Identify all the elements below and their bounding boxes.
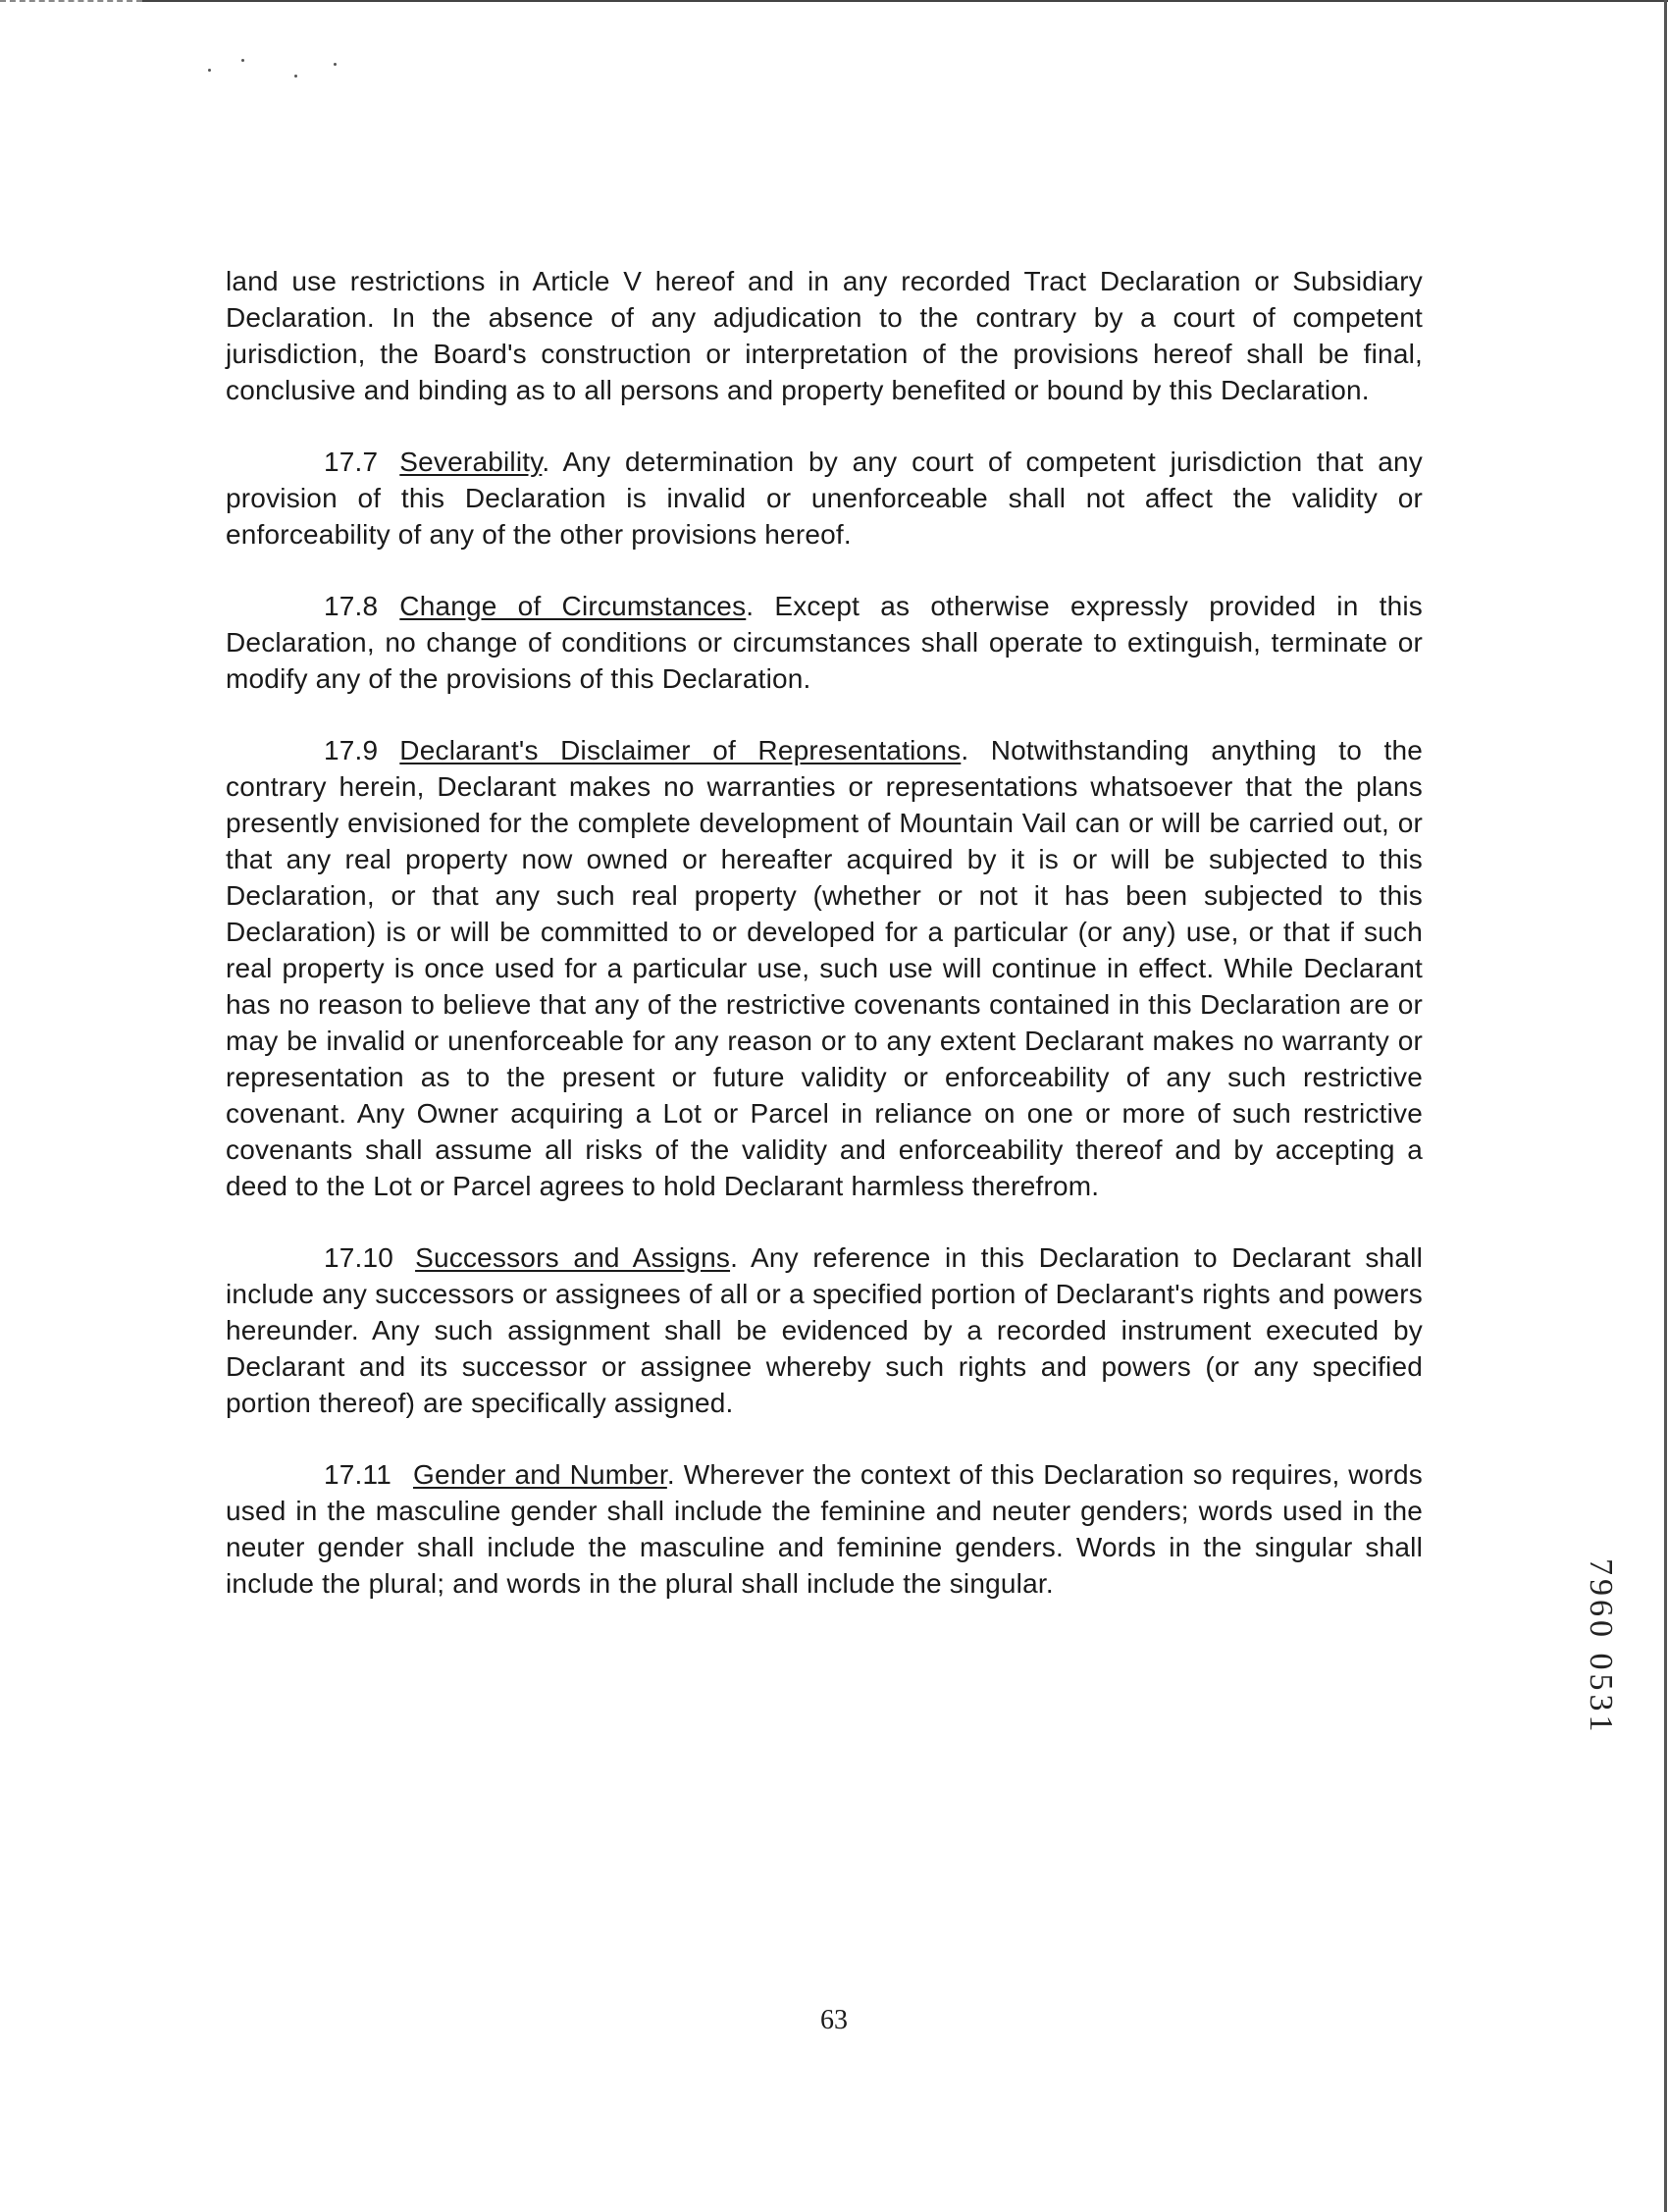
page-number: 63 bbox=[820, 2005, 848, 2035]
section-number: 17.11 bbox=[324, 1459, 391, 1490]
section-body: Any reference in this Declaration to Declarant shall include any successors or assignees of all or a specified portion of Declarant's rights and powers hereunder. Any such assignment shall be evidenced by a recorded instrument executed by Declarant and its successor or assignee whereby such rights and powers (or any specified portion thereof) are specifically assigned. bbox=[226, 1242, 1424, 1418]
section-body: Wherever the context of this Declaration so requires, words used in the masculine gender shall include the feminine and neuter genders; words used in the neuter gender shall include the masculine and feminine genders. Words in the singular shall include the plural; and words in the plural shall include the singular. bbox=[226, 1459, 1423, 1599]
section-17-10 bbox=[226, 1239, 1423, 1421]
section-title-period: . bbox=[746, 591, 775, 621]
section-title: Severability bbox=[399, 447, 543, 477]
section-body: Any determination by any court of competent jurisdiction that any provision of this Declaration is invalid or unenforceable shall not affect the validity or enforceability of any of the other provisions hereof. bbox=[226, 447, 1423, 550]
scan-speck bbox=[208, 69, 211, 72]
section-number: 17.9 bbox=[324, 735, 379, 765]
section-title: Successors and Assigns bbox=[415, 1242, 731, 1273]
scan-top-edge bbox=[142, 0, 1668, 2]
section-17-9 bbox=[226, 732, 1423, 1204]
section-17-11 bbox=[226, 1456, 1423, 1602]
scan-top-edge-dashed bbox=[0, 0, 142, 2]
recording-stamp-text: 7960 0531 bbox=[1583, 1558, 1619, 1736]
section-body: Except as otherwise expressly provided in this Declaration, no change of conditions or circumstances shall operate to extinguish, terminate or modify any of the provisions of this Declaration. bbox=[226, 591, 1423, 694]
recording-stamp bbox=[1582, 1558, 1621, 1853]
section-title: Declarant's Disclaimer of Representations bbox=[399, 735, 962, 765]
scan-speck bbox=[294, 75, 297, 78]
section-title-period: . bbox=[666, 1459, 684, 1490]
scan-speck bbox=[241, 59, 244, 62]
section-title: Gender and Number bbox=[413, 1459, 667, 1490]
section-title-period: . bbox=[961, 735, 991, 765]
section-number: 17.8 bbox=[324, 591, 379, 621]
section-17-8 bbox=[226, 588, 1423, 697]
section-body: Notwithstanding anything to the contrary herein, Declarant makes no warranties or representations whatsoever that the plans presently envisioned for the complete development of Mountain Vail can or will be carried out, or that any real property now owned or hereafter acquired by it is or will be subjected to this Declaration, or that any such real property (whether or not it has been subjected to this Declaration) is or will be committed to or developed for a particular (or any) use, or that if such real property is once used for a particular use, such use will continue in effect. While Declarant has no reason to believe that any of the restrictive covenants contained in this Declaration are or may be invalid or unenforceable for any reason or to any extent Declarant makes no warranty or representation as to the present or future validity or enforceability of any such restrictive covenant. Any Owner acquiring a Lot or Parcel in reliance on one or more of such restrictive covenants shall assume all risks of the validity and enforceability thereof and by accepting a deed to the Lot or Parcel agrees to hold Declarant harmless therefrom. bbox=[226, 735, 1423, 1201]
scan-right-edge bbox=[1664, 0, 1667, 2212]
section-title-period: . bbox=[542, 447, 563, 477]
section-number: 17.7 bbox=[324, 447, 379, 477]
intro-paragraph: land use restrictions in Article V hereof and in any recorded Tract Declaration or Subsidiary Declaration. In the absence of any adjudication to the contrary by a court of competent jurisdiction, the Board's construction or interpretation of the provisions hereof shall be final, conclusive and binding as to all persons and property benefited or bound by this Declaration. bbox=[226, 266, 1423, 405]
section-17-7 bbox=[226, 444, 1423, 553]
section-number: 17.10 bbox=[324, 1242, 394, 1273]
scan-speck bbox=[334, 63, 337, 66]
section-title-period: . bbox=[730, 1242, 752, 1273]
section-title: Change of Circumstances bbox=[399, 591, 747, 621]
document-body bbox=[226, 263, 1423, 1637]
